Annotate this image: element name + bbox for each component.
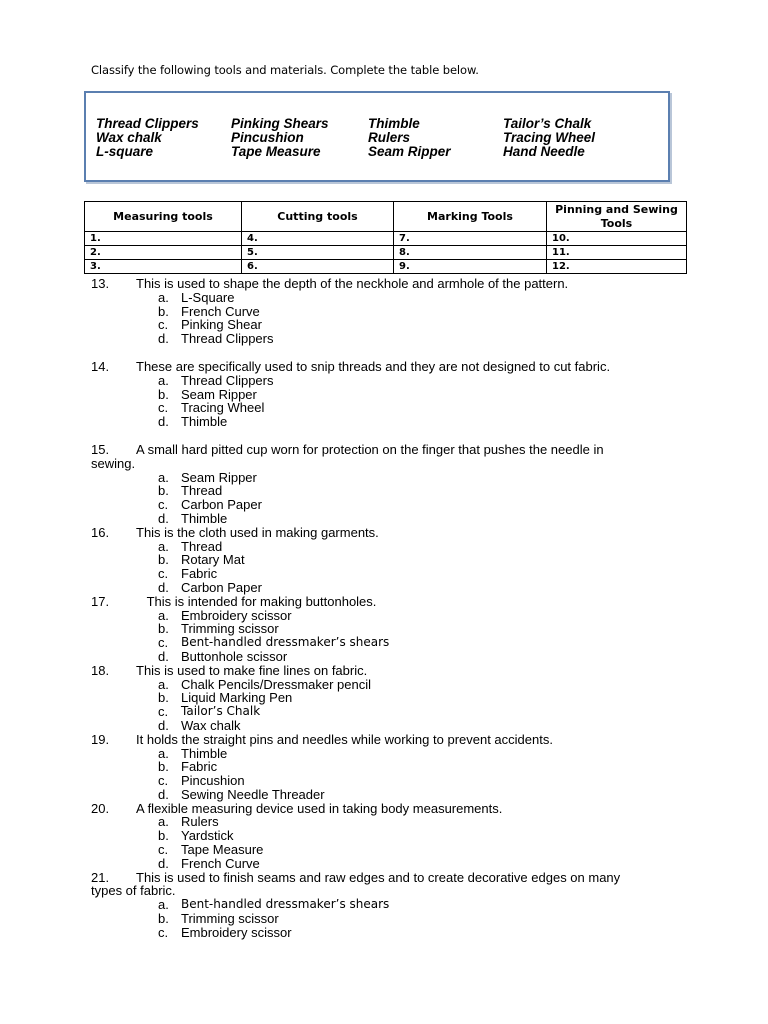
option-d[interactable] — [0, 857, 768, 871]
option-letter: a. — [158, 289, 169, 305]
option-text: Pincushion — [181, 773, 245, 789]
option-letter: d. — [158, 855, 169, 871]
tool-item: Rulers — [368, 130, 411, 145]
option-letter: b. — [158, 303, 169, 319]
option-letter: d. — [158, 786, 169, 802]
option-letter: b. — [158, 690, 169, 706]
option-text: Chalk Pencils/Dressmaker pencil — [181, 676, 372, 692]
option-a[interactable] — [0, 540, 768, 554]
option-text: Embroidery scissor — [181, 607, 292, 623]
option-text: Rotary Mat — [181, 552, 245, 568]
option-text: Thread — [181, 538, 223, 554]
question-number: 21. — [91, 869, 110, 885]
option-text: Trimming scissor — [181, 621, 279, 637]
option-letter: a. — [158, 676, 169, 692]
tool-item: Thread Clippers — [96, 116, 199, 131]
question-number: 13. — [91, 276, 110, 291]
option-letter: c. — [158, 704, 169, 720]
column-header: Marking Tools — [394, 202, 547, 232]
question-text: A flexible measuring device used in taking body measurements. — [136, 800, 503, 816]
option-text: Liquid Marking Pen — [181, 690, 293, 706]
option-b[interactable] — [0, 553, 768, 567]
option-text: Bent-handled dressmaker’s shears — [181, 897, 390, 912]
option-text: Buttonhole scissor — [181, 648, 288, 664]
option-letter: b. — [158, 828, 169, 844]
classification-table — [84, 201, 687, 274]
option-c[interactable] — [0, 843, 768, 857]
table-row — [85, 260, 687, 274]
question-list — [0, 277, 768, 940]
column-header: Measuring tools — [85, 202, 242, 232]
question-number: 14. — [91, 358, 110, 374]
tool-item: Hand Needle — [503, 144, 585, 159]
question-text: This is intended for making buttonholes. — [136, 593, 377, 609]
question-17 — [0, 595, 768, 664]
option-a[interactable] — [0, 898, 768, 912]
option-letter: d. — [158, 717, 169, 733]
column-header: Cutting tools — [242, 202, 394, 232]
answer-cell[interactable]: 10. — [547, 232, 687, 246]
option-d[interactable] — [0, 415, 768, 429]
option-letter: b. — [158, 386, 169, 402]
answer-cell[interactable]: 7. — [394, 232, 547, 246]
table-header-row — [85, 202, 687, 232]
tool-item: Tracing Wheel — [503, 130, 596, 145]
tool-item: Thimble — [368, 116, 420, 131]
question-19 — [0, 733, 768, 802]
option-text: Tailor’s Chalk — [181, 704, 261, 719]
answer-cell[interactable]: 6. — [242, 260, 394, 274]
tool-item: Tape Measure — [231, 144, 321, 159]
instructions: Classify the following tools and materials. Complete the table below. — [91, 63, 479, 77]
option-text: Tracing Wheel — [181, 400, 265, 416]
option-text: Tape Measure — [181, 842, 264, 858]
option-text: Seam Ripper — [181, 469, 257, 485]
option-letter: c. — [158, 566, 169, 582]
option-letter: a. — [158, 538, 169, 554]
option-letter: d. — [158, 510, 169, 526]
option-letter: c. — [158, 842, 169, 858]
question-number: 15. — [91, 441, 110, 457]
option-d[interactable] — [0, 332, 768, 346]
option-text: Thread — [181, 483, 223, 499]
table-row — [85, 246, 687, 260]
answer-cell[interactable]: 12. — [547, 260, 687, 274]
option-a[interactable] — [0, 374, 768, 388]
answer-cell[interactable]: 1. — [85, 232, 242, 246]
tool-item: L-square — [96, 144, 154, 159]
option-text: Seam Ripper — [181, 386, 257, 402]
option-b[interactable] — [0, 760, 768, 774]
option-letter: c. — [158, 924, 169, 940]
question-18 — [0, 664, 768, 733]
tool-list-box — [84, 91, 670, 182]
option-letter: d. — [158, 414, 169, 430]
option-letter: a. — [158, 814, 169, 830]
option-text: Sewing Needle Threader — [181, 786, 325, 802]
option-letter: a. — [158, 372, 169, 388]
answer-cell[interactable]: 4. — [242, 232, 394, 246]
question-text-continued: sewing. — [91, 455, 136, 471]
question-text: This is used to make fine lines on fabric. — [136, 662, 368, 678]
option-text: Carbon Paper — [181, 497, 262, 513]
option-text: Yardstick — [181, 828, 234, 844]
tool-item: Pincushion — [231, 130, 304, 145]
answer-cell[interactable]: 11. — [547, 246, 687, 260]
option-c[interactable] — [0, 774, 768, 788]
option-a[interactable] — [0, 815, 768, 829]
option-text: Pinking Shear — [181, 317, 262, 333]
question-number: 20. — [91, 800, 110, 816]
option-letter: c. — [158, 635, 169, 651]
option-letter: c. — [158, 400, 169, 416]
option-letter: a. — [158, 469, 169, 485]
option-d[interactable] — [0, 512, 768, 526]
option-letter: b. — [158, 621, 169, 637]
question-number: 17. — [91, 593, 110, 609]
question-text: It holds the straight pins and needles while working to prevent accidents. — [136, 731, 553, 747]
option-b[interactable] — [0, 691, 768, 705]
option-letter: b. — [158, 552, 169, 568]
option-c[interactable] — [0, 926, 768, 940]
option-text: Trimming scissor — [181, 911, 279, 927]
answer-cell[interactable]: 5. — [242, 246, 394, 260]
option-text: Fabric — [181, 759, 218, 775]
option-text: Embroidery scissor — [181, 924, 292, 940]
question-text-continued: types of fabric. — [91, 883, 176, 899]
option-text: Thimble — [181, 745, 228, 761]
option-letter: b. — [158, 759, 169, 775]
option-b[interactable] — [0, 829, 768, 843]
question-text: This is the cloth used in making garments. — [136, 524, 379, 540]
option-letter: a. — [158, 607, 169, 623]
table-row — [85, 232, 687, 246]
option-b[interactable] — [0, 388, 768, 402]
option-letter: c. — [158, 317, 169, 333]
tool-item: Tailor’s Chalk — [503, 116, 592, 131]
option-text: Thimble — [181, 510, 228, 526]
option-letter: d. — [158, 579, 169, 595]
option-text: Carbon Paper — [181, 579, 262, 595]
option-letter: d. — [158, 648, 169, 664]
option-b[interactable] — [0, 912, 768, 926]
option-a[interactable] — [0, 471, 768, 485]
option-a[interactable] — [0, 609, 768, 623]
option-text: Thimble — [181, 414, 228, 430]
option-c[interactable] — [0, 318, 768, 332]
question-number: 19. — [91, 731, 110, 747]
answer-cell[interactable]: 9. — [394, 260, 547, 274]
tool-item: Pinking Shears — [231, 116, 329, 131]
option-c[interactable] — [0, 705, 768, 719]
question-15 — [0, 443, 768, 526]
column-header: Pinning and Sewing Tools — [547, 202, 687, 232]
question-number: 18. — [91, 662, 110, 678]
option-letter: a. — [158, 745, 169, 761]
option-text: Bent-handled dressmaker’s shears — [181, 635, 390, 650]
question-number: 16. — [91, 524, 110, 540]
option-text: L-Square — [181, 289, 235, 305]
option-c[interactable] — [0, 567, 768, 581]
question-13 — [0, 277, 768, 346]
option-b[interactable] — [0, 484, 768, 498]
option-text: French Curve — [181, 303, 260, 319]
tool-item: Wax chalk — [96, 130, 162, 145]
option-letter: b. — [158, 483, 169, 499]
option-text: Wax chalk — [181, 717, 241, 733]
option-letter: c. — [158, 497, 169, 513]
option-letter: d. — [158, 331, 169, 347]
option-b[interactable] — [0, 622, 768, 636]
question-text: This is used to finish seams and raw edges and to create decorative edges on many — [136, 869, 621, 885]
option-b[interactable] — [0, 305, 768, 319]
option-text: Fabric — [181, 566, 218, 582]
option-d[interactable] — [0, 719, 768, 733]
answer-cell[interactable]: 8. — [394, 246, 547, 260]
option-text: Rulers — [181, 814, 219, 830]
option-a[interactable] — [0, 678, 768, 692]
option-letter: c. — [158, 773, 169, 789]
option-letter: a. — [158, 897, 169, 913]
question-21 — [0, 871, 768, 940]
option-d[interactable] — [0, 788, 768, 802]
option-text: Thread Clippers — [181, 331, 274, 347]
option-d[interactable] — [0, 650, 768, 664]
option-text: Thread Clippers — [181, 372, 274, 388]
question-text: These are specifically used to snip threads and they are not designed to cut fabric. — [136, 358, 611, 374]
option-c[interactable] — [0, 498, 768, 512]
tool-item: Seam Ripper — [368, 144, 451, 159]
question-text: A small hard pitted cup worn for protection on the finger that pushes the needle in — [136, 441, 604, 457]
option-a[interactable] — [0, 291, 768, 305]
question-14 — [0, 360, 768, 429]
option-c[interactable] — [0, 401, 768, 415]
option-d[interactable] — [0, 581, 768, 595]
question-20 — [0, 802, 768, 871]
question-text: This is used to shape the depth of the neckhole and armhole of the pattern. — [136, 276, 569, 291]
option-c[interactable] — [0, 636, 768, 650]
answer-cell[interactable]: 2. — [85, 246, 242, 260]
answer-cell[interactable]: 3. — [85, 260, 242, 274]
question-16 — [0, 526, 768, 595]
option-a[interactable] — [0, 747, 768, 761]
option-letter: b. — [158, 911, 169, 927]
option-text: French Curve — [181, 855, 260, 871]
